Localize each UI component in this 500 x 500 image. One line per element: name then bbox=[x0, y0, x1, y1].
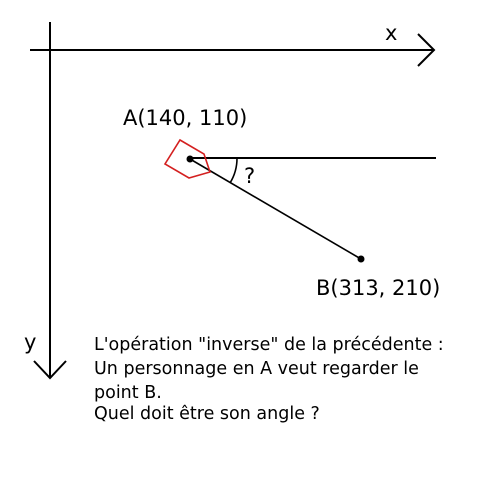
description-line-2: Un personnage en A veut regarder le bbox=[94, 359, 419, 379]
angle-label: ? bbox=[244, 164, 256, 188]
point-a bbox=[187, 156, 194, 163]
point-b-label: B(313, 210) bbox=[316, 276, 441, 300]
y-axis-label: y bbox=[24, 330, 37, 354]
segment-a-b bbox=[190, 159, 361, 259]
description-line-1: L'opération "inverse" de la précédente : bbox=[94, 335, 444, 355]
x-axis-label: x bbox=[385, 21, 398, 45]
description-line-3: point B. bbox=[94, 383, 162, 403]
angle-arc bbox=[230, 158, 237, 183]
point-b bbox=[358, 256, 365, 263]
point-a-label: A(140, 110) bbox=[123, 106, 248, 130]
description-line-4: Quel doit être son angle ? bbox=[94, 404, 320, 424]
